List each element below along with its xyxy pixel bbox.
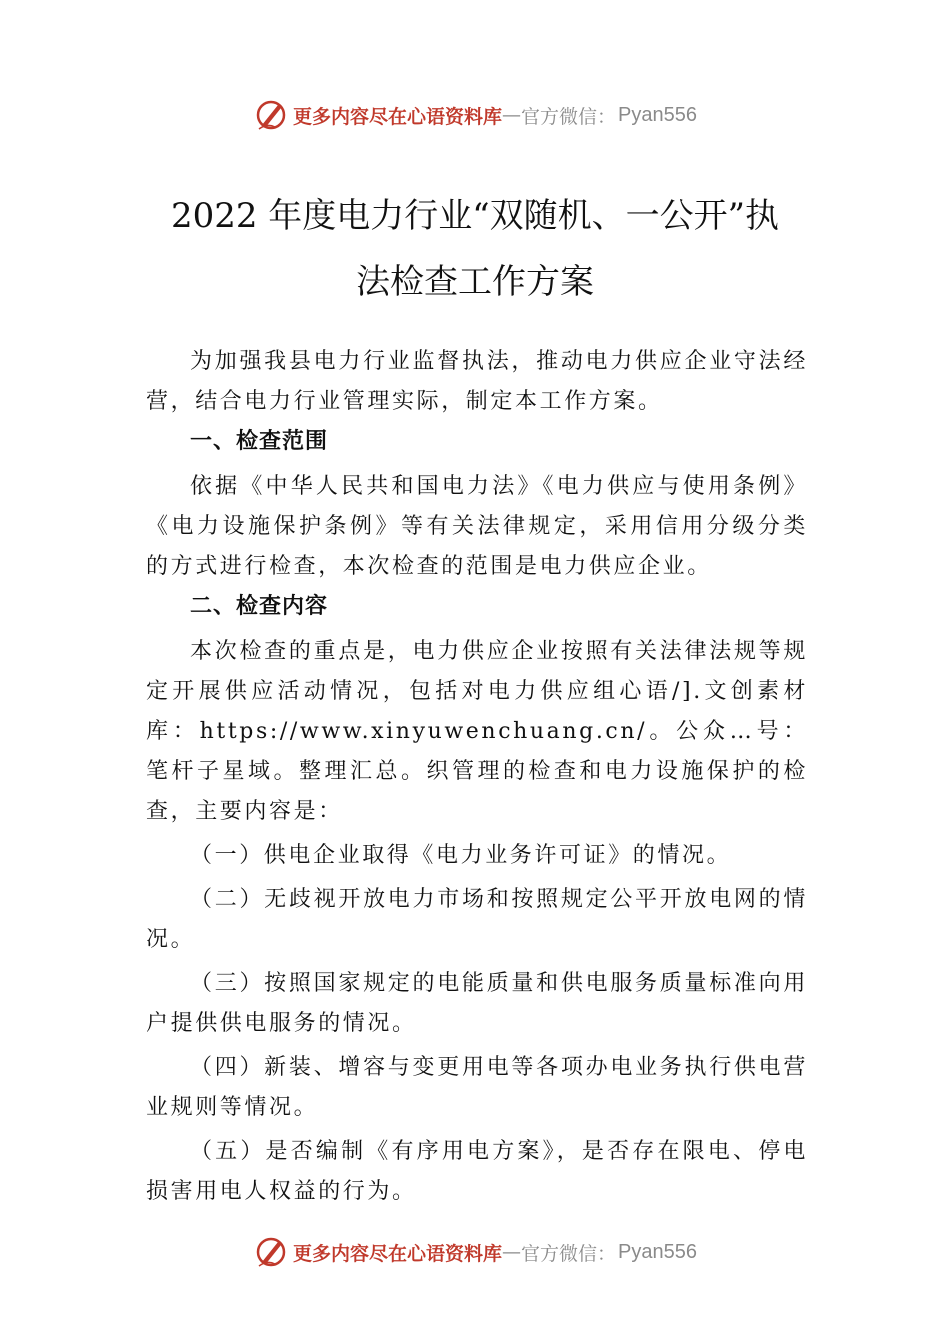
title-line-2: 法检查工作方案 <box>356 262 594 302</box>
list-item: （一）供电企业取得《电力业务许可证》的情况。 <box>190 843 732 868</box>
list-item: （三）按照国家规定的电能质量和供电服务质量标准向用户提供供电服务的情况。 <box>146 971 808 1036</box>
watermark-official: 官方微信： <box>521 1242 617 1265</box>
watermark-banner-bottom <box>0 1232 950 1272</box>
list-item: （四）新装、增容与变更用电等各项办电业务执行供电营业规则等情况。 <box>146 1055 808 1120</box>
watermark-brand: 更多内容尽在心语资料库 <box>293 1242 503 1265</box>
watermark-wechat-id: Pyan556 <box>618 103 697 126</box>
title-line-1: 2022 年度电力行业“双随机、一公开”执 <box>170 196 780 236</box>
pen-logo-icon <box>253 97 289 133</box>
pen-logo-icon <box>253 1234 289 1270</box>
section-2-paragraph: 本次检查的重点是，电力供应企业按照有关法律法规等规定开展供应活动情况，包括对电力供应组心语/].文创素材库：https://www.xinyuwenchuang.cn/。公众…号：笔杆子星域。整理汇总。织管理的检查和电力设施保护的检查，主要内容是： <box>146 639 808 824</box>
watermark-banner-top <box>0 95 950 135</box>
section-2-heading: 二、检查内容 <box>190 594 329 619</box>
watermark-wechat-id: Pyan556 <box>618 1240 697 1263</box>
watermark-official: 官方微信： <box>521 105 617 128</box>
document-title <box>100 183 850 315</box>
section-1-paragraph: 依据《中华人民共和国电力法》《电力供应与使用条例》《电力设施保护条例》等有关法律规定，采用信用分级分类的方式进行检查，本次检查的范围是电力供应企业。 <box>146 474 808 579</box>
document-body <box>146 342 808 1212</box>
watermark-dash: — <box>502 1241 522 1263</box>
section-1-heading: 一、检查范围 <box>190 429 329 454</box>
list-item: （五）是否编制《有序用电方案》，是否存在限电、停电损害用电人权益的行为。 <box>146 1139 808 1204</box>
watermark-dash: — <box>502 104 522 126</box>
intro-paragraph: 为加强我县电力行业监督执法，推动电力供应企业守法经营，结合电力行业管理实际，制定本工作方案。 <box>146 349 808 414</box>
watermark-brand: 更多内容尽在心语资料库 <box>293 105 503 128</box>
list-item: （二）无歧视开放电力市场和按照规定公平开放电网的情况。 <box>146 887 808 952</box>
